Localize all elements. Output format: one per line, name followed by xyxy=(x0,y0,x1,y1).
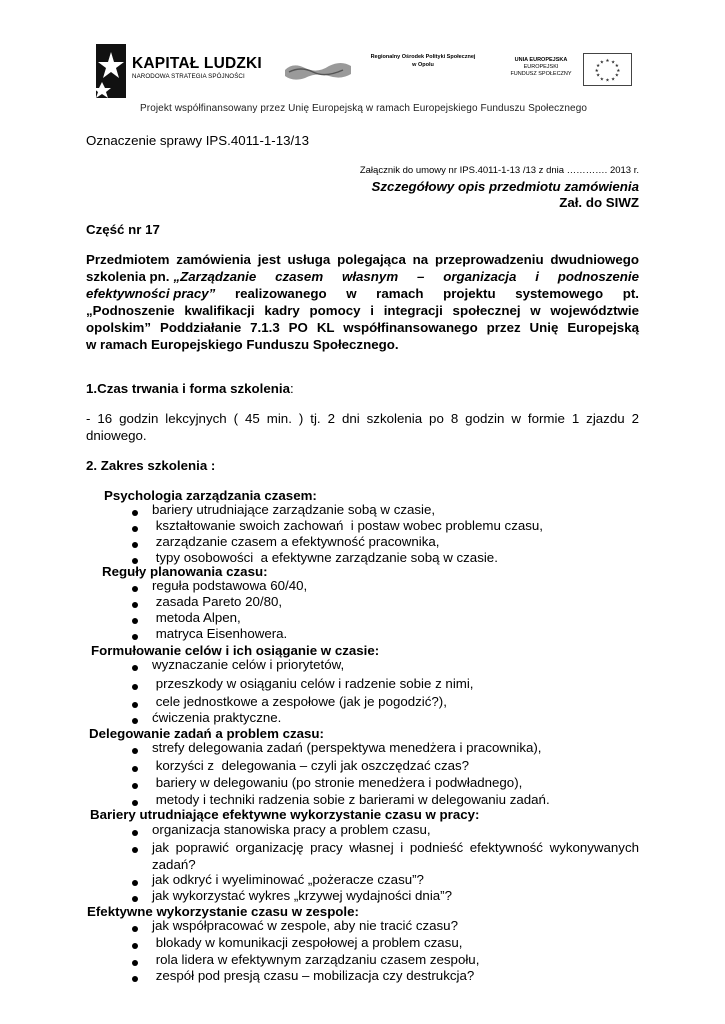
kapital-ludzki-title: KAPITAŁ LUDZKI xyxy=(132,55,262,72)
svg-text:★: ★ xyxy=(611,77,616,83)
list-item: rola lidera w efektywnym zarządzaniu czasem zespołu, xyxy=(152,952,480,967)
intro-line-1: Przedmiotem zamówienia jest usługa polegająca na przeprowadzeniu dwudniowego xyxy=(86,252,639,267)
siwz-annex-label: Zał. do SIWZ xyxy=(559,195,639,210)
svg-text:★: ★ xyxy=(596,64,601,70)
intro-line-2b: „Zarządzanie czasem własnym – organizacja i podnoszenie xyxy=(173,269,639,284)
case-mark: Oznaczenie sprawy IPS.4011-1-13/13 xyxy=(86,133,309,148)
svg-text:★: ★ xyxy=(614,64,619,70)
kapital-ludzki-logo-mark xyxy=(96,44,126,98)
svg-text:★: ★ xyxy=(616,68,621,74)
bullet-icon xyxy=(132,684,138,690)
bullet-icon xyxy=(132,960,138,966)
list-item: zespół pod presją czasu – mobilizacja czy destrukcja? xyxy=(152,968,475,983)
bullet-icon xyxy=(132,702,138,708)
svg-text:★: ★ xyxy=(605,58,610,64)
project-cofinancing-line: Projekt współfinansowany przez Unię Europejską w ramach Europejskiego Funduszu Społecznego xyxy=(140,103,588,114)
bullet-icon xyxy=(132,526,138,532)
list-item: jak współpracować w zespole, aby nie tracić czasu? xyxy=(152,918,458,933)
group-title-delegation: Delegowanie zadań a problem czasu: xyxy=(89,726,324,741)
list-item: bariery w delegowaniu (po stronie menedżera i podwładnego), xyxy=(152,775,523,790)
intro-line-3 xyxy=(86,286,639,301)
section-1-text-line-1: - 16 godzin lekcyjnych ( 45 min. ) tj. 2 dni szkolenia po 8 godzin w formie 1 zjazdu 2 xyxy=(86,411,639,426)
intro-line-3b: realizowanego w ramach projektu systemowego pt. xyxy=(215,286,639,301)
list-item: wyznaczanie celów i priorytetów, xyxy=(152,657,345,672)
group-title-barriers: Bariery utrudniające efektywne wykorzystanie czasu w pracy: xyxy=(90,807,480,822)
list-item: korzyści z delegowania – czyli jak oszczędzać czas? xyxy=(152,758,470,773)
bullet-icon xyxy=(132,896,138,902)
intro-line-5: opolskim” Poddziałanie 7.1.3 PO KL współfinansowanego przez Unię Europejską xyxy=(86,320,639,335)
list-item: kształtowanie swoich zachowań i postaw wobec problemu czasu, xyxy=(152,518,543,533)
section-1-text-line-2: dniowego. xyxy=(86,428,147,443)
bullet-icon xyxy=(132,634,138,640)
eu-title: UNIA EUROPEJSKA xyxy=(514,57,568,63)
list-item: blokady w komunikacji zespołowej a problem czasu, xyxy=(152,935,463,950)
intro-line-2a: szkolenia pn. xyxy=(86,269,170,284)
list-item: ćwiczenia praktyczne. xyxy=(152,710,282,725)
bullet-icon xyxy=(132,880,138,886)
bullet-icon xyxy=(132,542,138,548)
list-item: metoda Alpen, xyxy=(152,610,241,625)
eu-text xyxy=(500,57,582,78)
group-title-psychology: Psychologia zarządzania czasem: xyxy=(104,488,317,503)
bullet-icon xyxy=(132,718,138,724)
list-item: przeszkody w osiąganiu celów i radzenie sobie z nimi, xyxy=(152,676,474,691)
svg-text:★: ★ xyxy=(605,78,610,84)
eu-line2: EUROPEJSKI xyxy=(523,64,559,70)
svg-text:★: ★ xyxy=(596,73,601,79)
list-item: jak odkryć i wyeliminować „pożeracze czasu”? xyxy=(152,872,424,887)
list-item: organizacja stanowiska pracy a problem czasu, xyxy=(152,822,431,837)
svg-text:★: ★ xyxy=(599,60,604,66)
rops-logo-mark xyxy=(283,60,353,82)
bullet-icon xyxy=(132,783,138,789)
bullet-icon xyxy=(132,665,138,671)
list-item: typy osobowości a efektywne zarządzanie sobą w czasie. xyxy=(152,550,498,565)
rops-line2: w Opolu xyxy=(412,62,434,68)
bullet-icon xyxy=(132,926,138,932)
intro-line-2 xyxy=(86,269,639,284)
bullet-icon xyxy=(132,618,138,624)
annex-line: Załącznik do umowy nr IPS.4011-1-13 /13 z dnia …………. 2013 r. xyxy=(359,165,639,176)
intro-line-4: „Podnoszenie kwalifikacji kadry pomocy i integracji społecznej w województwie xyxy=(86,303,639,318)
bullet-icon xyxy=(132,943,138,949)
rops-line1: Regionalny Ośrodek Polityki Społecznej xyxy=(370,54,476,60)
bullet-icon xyxy=(132,602,138,608)
group-title-goals: Formułowanie celów i ich osiąganie w czasie: xyxy=(91,643,380,658)
section-1-title: 1.Czas trwania i forma szkolenia xyxy=(86,381,290,396)
section-1-colon: : xyxy=(289,381,294,396)
svg-text:★: ★ xyxy=(594,68,599,74)
intro-line-3a: efektywności pracy” xyxy=(86,286,216,301)
list-item: cele jednostkowe a zespołowe (jak je pogodzić?), xyxy=(152,694,447,709)
bullet-icon xyxy=(132,766,138,772)
section-2-title: 2. Zakres szkolenia : xyxy=(86,458,216,473)
svg-text:★: ★ xyxy=(599,77,604,83)
eu-line3: FUNDUSZ SPOŁECZNY xyxy=(510,71,572,77)
group-title-team: Efektywne wykorzystanie czasu w zespole: xyxy=(87,904,359,919)
svg-text:★: ★ xyxy=(614,73,619,79)
group-title-planning-rules: Reguły planowania czasu: xyxy=(102,564,268,579)
section-1-heading xyxy=(86,381,294,396)
list-item: reguła podstawowa 60/40, xyxy=(152,578,308,593)
description-title: Szczegółowy opis przedmiotu zamówienia xyxy=(371,179,639,194)
bullet-icon xyxy=(132,976,138,982)
intro-line-6: w ramach Europejskiego Funduszu Społecznego. xyxy=(86,337,399,352)
list-item: jak poprawić organizację pracy własnej i podnieść efektywność wykonywanych zadań? xyxy=(152,840,639,872)
bullet-icon xyxy=(132,586,138,592)
list-item: jak wykorzystać wykres „krzywej wydajności dnia”? xyxy=(152,888,452,903)
bullet-icon xyxy=(132,800,138,806)
list-item: zarządzanie czasem a efektywność pracownika, xyxy=(152,534,440,549)
svg-text:★: ★ xyxy=(611,60,616,66)
bullet-icon xyxy=(132,847,138,853)
list-item: metody i techniki radzenia sobie z barierami w delegowaniu zadań. xyxy=(152,792,550,807)
list-item: strefy delegowania zadań (perspektywa menedżera i pracownika), xyxy=(152,740,542,755)
kapital-ludzki-subtitle: NARODOWA STRATEGIA SPÓJNOŚCI xyxy=(132,73,245,80)
bullet-icon xyxy=(132,510,138,516)
bullet-icon xyxy=(132,830,138,836)
rops-text xyxy=(358,53,488,69)
list-item: bariery utrudniające zarządzanie sobą w czasie, xyxy=(152,502,436,517)
eu-flag-icon xyxy=(583,53,632,86)
list-item: matryca Eisenhowera. xyxy=(152,626,288,641)
part-number: Część nr 17 xyxy=(86,222,160,237)
list-item: zasada Pareto 20/80, xyxy=(152,594,283,609)
bullet-icon xyxy=(132,748,138,754)
